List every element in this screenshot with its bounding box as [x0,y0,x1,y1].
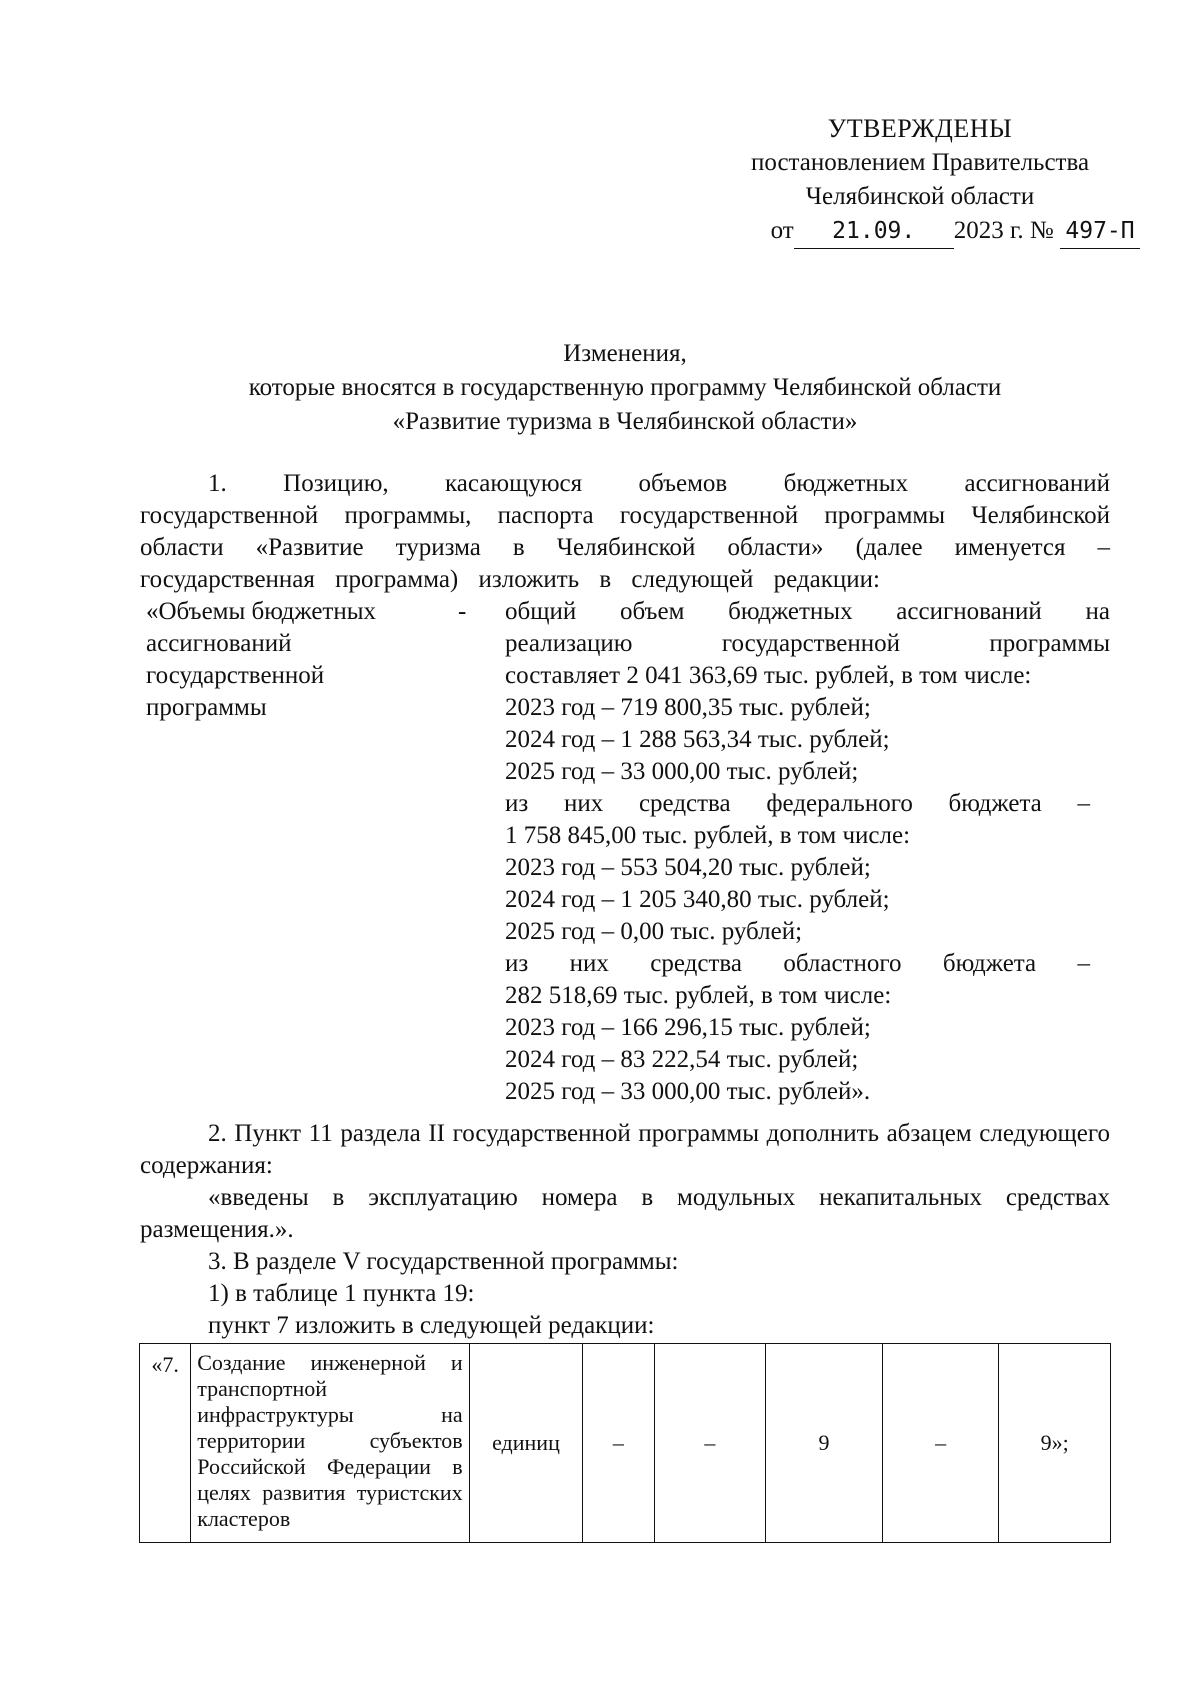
passport-right-line: 2025 год – 0,00 тыс. рублей; [505,918,803,945]
year-label: 2023 г. № [953,217,1054,244]
indicator-table [139,1343,1111,1543]
item-3-line-1: 3. В разделе V государственной программы: [208,1248,679,1275]
approval-block [720,112,1135,249]
value-cell: 9»; [999,1344,1111,1543]
row-number-cell: «7. [140,1344,191,1543]
item-3-line-2: 1) в таблице 1 пункта 19: [208,1280,475,1307]
passport-right-line: 2024 год – 1 205 340,80 тыс. рублей; [505,886,890,913]
heading-line-1: Изменения, [563,340,687,367]
approval-line-1: постановлением Правительства [750,149,1090,176]
heading-line-3: «Развитие туризма в Челябинской области» [392,408,858,435]
approval-date-line [720,214,1140,249]
passport-right-line: 2025 год – 33 000,00 тыс. рублей; [505,758,859,785]
indicator-name-cell: Создание инженерной и транспортной инфраструктуры на территории субъектов Российской Федерации в целях развития туристских кластеров [191,1344,469,1543]
approval-date: 21.09. [794,214,954,249]
item-2-paragraph: 2. Пункт 11 раздела II государственной программы дополнить абзацем следующего содержания: [140,1120,1110,1179]
approval-number: 497-П [1060,214,1140,249]
passport-left-line: «Объемы бюджетных [146,598,377,625]
passport-right-line: 282 518,69 тыс. рублей, в том числе: [505,982,892,1009]
from-label: от [770,217,794,244]
passport-left-line: ассигнований [146,630,292,657]
approval-title: УТВЕРЖДЕНЫ [827,114,1013,143]
table-row [140,1344,1111,1543]
passport-right-line: 2023 год – 166 296,15 тыс. рублей; [505,1014,871,1041]
passport-right-line: из них средства областного бюджета – [505,950,1090,977]
item-3-line-3: пункт 7 изложить в следующей редакции: [208,1312,655,1339]
approval-line-2: Челябинской области [805,183,1035,210]
passport-left-line: программы [146,694,267,721]
heading-line-2: которые вносятся в государственную программу Челябинской области [248,374,1002,401]
passport-right-line: 1 758 845,00 тыс. рублей, в том числе: [505,822,911,849]
passport-left-column [146,596,416,724]
passport-right-line: реализацию государственной программы [505,630,1110,657]
passport-right-line: 2023 год – 553 504,20 тыс. рублей; [505,854,871,881]
value-cell: – [583,1344,654,1543]
unit-cell: единиц [469,1344,583,1543]
passport-right-line: 2023 год – 719 800,35 тыс. рублей; [505,694,871,721]
value-cell: – [654,1344,766,1543]
document-heading [140,337,1110,439]
passport-right-line: из них средства федерального бюджета – [505,790,1090,817]
passport-right-line: 2024 год – 1 288 563,34 тыс. рублей; [505,726,890,753]
item-1-paragraph: 1. Позицию, касающуюся объемов бюджетных ассигнований государственной программы, паспорта государственной программы Челябинской области «Развитие туризма в Челябинской области» (далее именуется – государственная программа) изложить в следующей редакции: [140,470,1110,593]
value-cell: 9 [766,1344,883,1543]
passport-right-line: общий объем бюджетных ассигнований на [505,598,1110,625]
passport-dash: - [458,598,467,625]
passport-left-line: государственной [146,662,325,689]
passport-right-line: 2024 год – 83 222,54 тыс. рублей; [505,1046,859,1073]
passport-right-line: составляет 2 041 363,69 тыс. рублей, в том числе: [505,662,1032,689]
passport-right-line: 2025 год – 33 000,00 тыс. рублей». [505,1078,871,1105]
passport-right-column [505,596,1110,1108]
value-cell: – [882,1344,999,1543]
item-2-quote: «введены в эксплуатацию номера в модульных некапитальных средствах размещения.». [140,1184,1110,1243]
